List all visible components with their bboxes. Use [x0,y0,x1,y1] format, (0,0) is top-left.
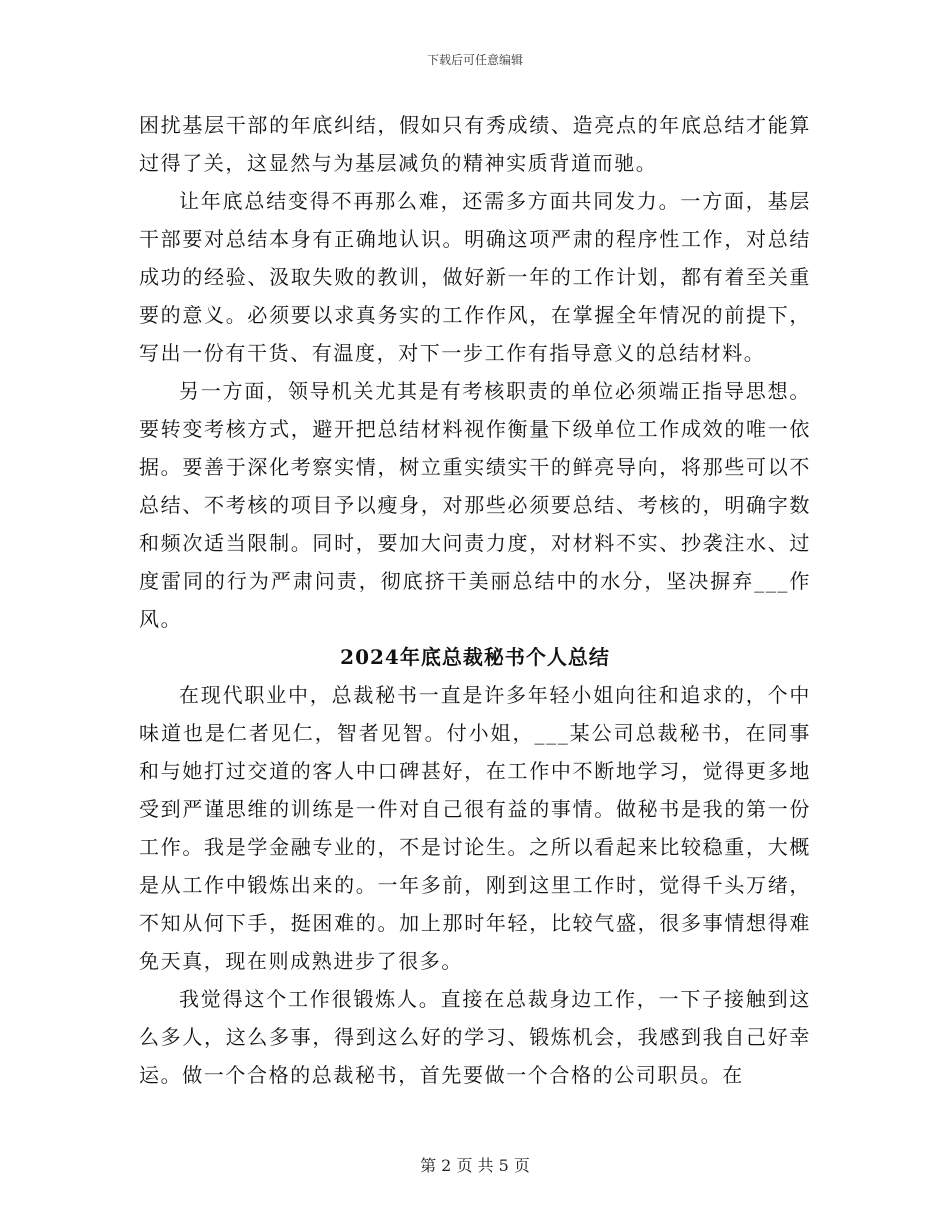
paragraph: 我觉得这个工作很锻炼人。直接在总裁身边工作，一下子接触到这么多人，这么多事，得到这么好的学习、锻炼机会，我感到我自己好幸运。做一个合格的总裁秘书，首先要做一个合格的公司职员。在 [139,987,811,1087]
section-title: 2024年底总裁秘书个人总结 [340,645,610,669]
paragraph: 另一方面，领导机关尤其是有考核职责的单位必须端正指导思想。要转变考核方式，避开把总结材料视作衡量下级单位工作成效的唯一依据。要善于深化考察实情，树立重实绩实干的鲜亮导向，将那些可以不总结、不考核的项目予以瘦身，对那些必须要总结、考核的，明确字数和频次适当限制。同时，要加大问责力度，对材料不实、抄袭注水、过度雷同的行为严肃问责，彻底挤干美丽总结中的水分，坚决摒弃___作风。 [139,379,811,631]
document-body [139,106,811,1094]
page-number: 第 2 页 共 5 页 [420,1156,530,1175]
paragraph: 让年底总结变得不再那么难，还需多方面共同发力。一方面，基层干部要对总结本身有正确地认识。明确这项严肃的程序性工作，对总结成功的经验、汲取失败的教训，做好新一年的工作计划，都有着至关重要的意义。必须要以求真务实的工作作风，在掌握全年情况的前提下，写出一份有干货、有温度，对下一步工作有指导意义的总结材料。 [139,189,811,365]
paragraph-continuation: 困扰基层干部的年底纠结，假如只有秀成绩、造亮点的年底总结才能算过得了关，这显然与为基层减负的精神实质背道而驰。 [139,113,811,175]
page-header: 下载后可任意编辑 [426,53,523,67]
paragraph: 在现代职业中，总裁秘书一直是许多年轻小姐向往和追求的，个中味道也是仁者见仁，智者见智。付小姐，___某公司总裁秘书，在同事和与她打过交道的客人中口碑甚好，在工作中不断地学习，觉得更多地受到严谨思维的训练是一件对自己很有益的事情。做秘书是我的第一份工作。我是学金融专业的，不是讨论生。之所以看起来比较稳重，大概是从工作中锻炼出来的。一年多前，刚到这里工作时，觉得千头万绪，不知从何下手，挺困难的。加上那时年轻，比较气盛，很多事情想得难免天真，现在则成熟进步了很多。 [139,683,811,973]
